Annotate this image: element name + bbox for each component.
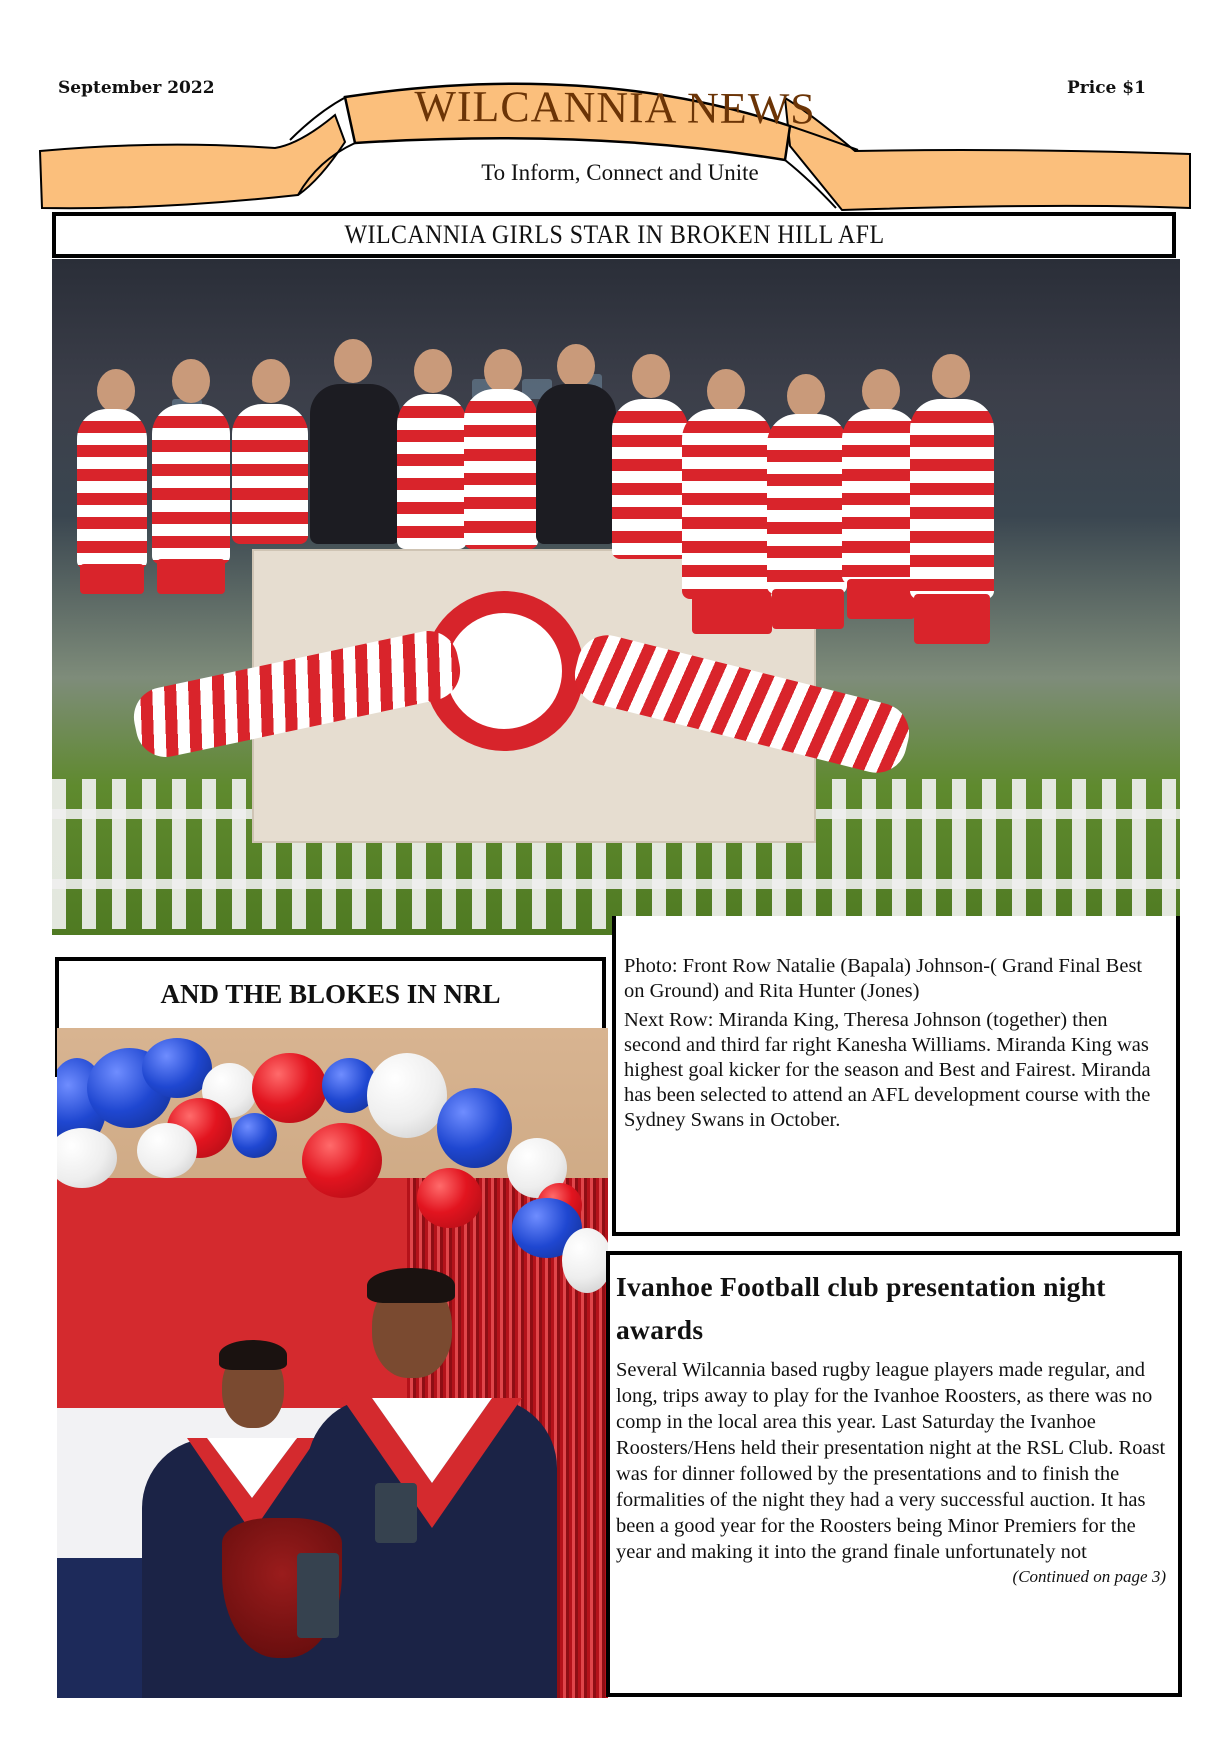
caption-next-row: Next Row: Miranda King, Theresa Johnson (together) then second and third far right Kanesha Williams. Miranda King was highest goal kicker for the season and Best and Fairest. Miranda has been selected to attend an AFL development course with the Sydney Swans in October.	[624, 1009, 1151, 1131]
caption-front-row: Photo: Front Row Natalie (Bapala) Johnson-( Grand Final Best on Ground) and Rita Hunter (Jones)	[624, 955, 1143, 1002]
ivanhoe-article-box	[606, 1251, 1182, 1697]
price-label: Price $1	[1067, 78, 1146, 98]
lead-headline: WILCANNIA GIRLS STAR IN BROKEN HILL AFL	[343, 220, 885, 249]
ivanhoe-body: Several Wilcannia based rugby league players made regular, and long, trips away to play for the Ivanhoe Roosters, as there was no comp in the local area this year. Last Saturday the Ivanhoe Roosters/Hens held their presentation night at the RSL Club. Roast was for dinner followed by the presentations and to finish the formalities of the night they had a very successful auction. It has been a good year for the Roosters being Minor Premiers for the year and making it into the grand finale unfortunately not	[616, 1359, 1166, 1563]
ivanhoe-headline: Ivanhoe Football club presentation night awards	[616, 1271, 1106, 1345]
continued-link[interactable]: (Continued on page 3)	[1012, 1567, 1166, 1586]
masthead-title: WILCANNIA NEWS	[414, 81, 816, 134]
lead-headline-box	[52, 212, 1176, 258]
nrl-headline: AND THE BLOKES IN NRL	[160, 979, 501, 1009]
masthead-tagline: To Inform, Connect and Unite	[481, 160, 759, 185]
girls-afl-team-photo	[52, 259, 1180, 935]
nrl-players-photo	[57, 1028, 608, 1698]
photo-caption-box	[612, 916, 1180, 1236]
mug-trophy	[297, 1553, 339, 1638]
issue-date: September 2022	[58, 78, 215, 98]
